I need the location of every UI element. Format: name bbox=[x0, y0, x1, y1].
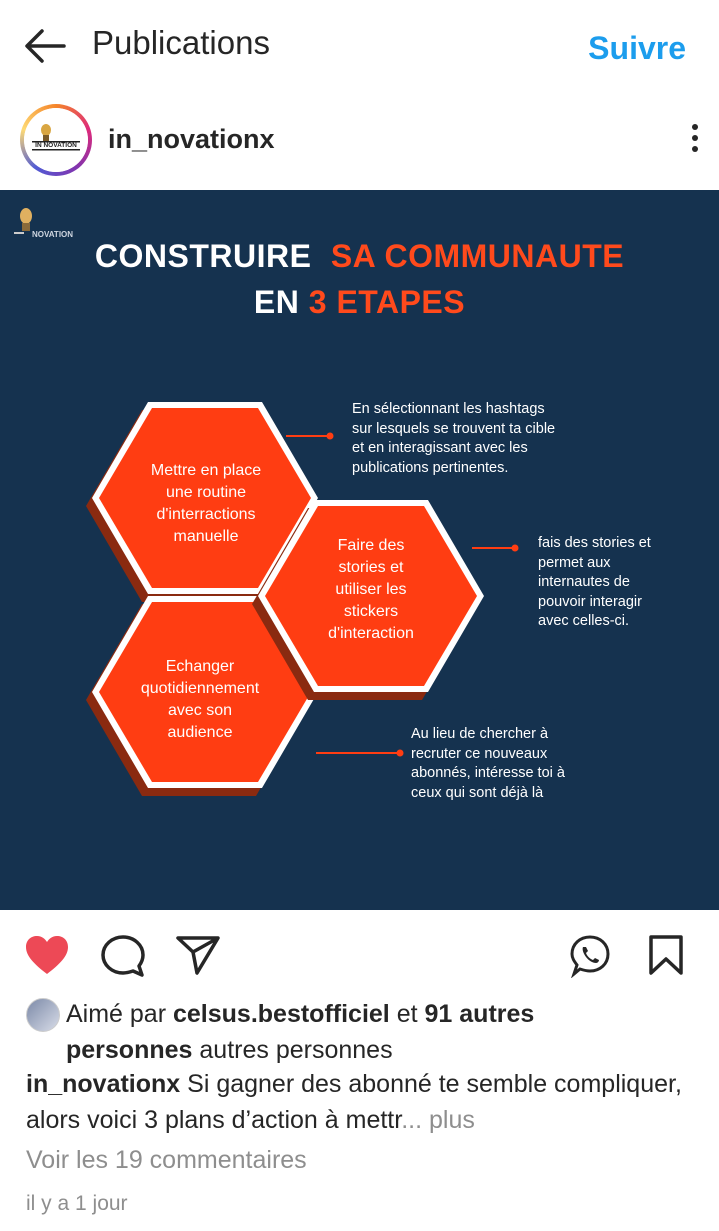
more-options-icon[interactable] bbox=[685, 124, 705, 158]
text-line: abonnés, intéresse toi à bbox=[411, 765, 565, 781]
text-line: audience bbox=[167, 724, 233, 741]
step-3-title bbox=[120, 656, 280, 744]
likes-count[interactable]: 91 autres bbox=[424, 1000, 535, 1028]
headline-part: CONSTRUIRE bbox=[94, 238, 312, 274]
text-line: et en interagissant avec les bbox=[352, 440, 528, 456]
likes-middle: et bbox=[396, 1000, 418, 1028]
post-caption bbox=[26, 1066, 706, 1138]
text-line: internautes de bbox=[538, 574, 630, 590]
text-line: manuelle bbox=[173, 528, 239, 545]
connector-2-dot bbox=[512, 545, 519, 552]
text-line: stories et bbox=[338, 559, 404, 576]
view-comments-link[interactable]: Voir les 19 commentaires bbox=[26, 1146, 307, 1174]
connector-1-dot bbox=[327, 433, 334, 440]
text-line: d'interractions bbox=[156, 506, 256, 523]
text-line: sur lesquels se trouvent ta cible bbox=[352, 420, 556, 437]
comment-icon[interactable] bbox=[101, 934, 145, 978]
back-arrow-icon[interactable] bbox=[22, 26, 68, 66]
whatsapp-icon[interactable] bbox=[568, 934, 612, 978]
caption-text: Si gagner des abonné te semble compliquer, alors voici 3 plans d’action à mettr bbox=[26, 1070, 682, 1134]
step-1-title bbox=[126, 460, 286, 548]
post-header bbox=[0, 96, 719, 186]
text-line: permet aux bbox=[538, 554, 611, 571]
post-image[interactable] bbox=[0, 190, 719, 910]
step-2-title bbox=[291, 535, 451, 645]
top-bar bbox=[0, 0, 719, 92]
text-line: avec son bbox=[167, 702, 233, 719]
liker-avatar[interactable] bbox=[26, 998, 60, 1032]
share-icon[interactable] bbox=[175, 934, 221, 976]
follow-button[interactable]: Suivre bbox=[588, 30, 686, 66]
avatar[interactable] bbox=[20, 104, 92, 176]
text-line: pouvoir interagir bbox=[538, 593, 642, 610]
text-line: Echanger bbox=[165, 658, 235, 675]
heart-icon[interactable] bbox=[24, 934, 70, 976]
headline-part: EN bbox=[253, 284, 300, 320]
headline-part: SA COMMUNAUTE bbox=[330, 238, 625, 274]
profile-username[interactable]: in_novationx bbox=[108, 124, 275, 154]
step-3-description bbox=[411, 725, 631, 803]
bookmark-icon[interactable] bbox=[648, 934, 684, 976]
text-line: quotidiennement bbox=[140, 680, 260, 697]
text-line: Mettre en place bbox=[150, 462, 262, 479]
likes-count-2[interactable]: personnes bbox=[66, 1036, 193, 1064]
text-line: Faire des bbox=[337, 537, 405, 554]
text-line: une routine bbox=[165, 484, 247, 501]
text-line: Au lieu de chercher à bbox=[411, 726, 549, 742]
text-line: stickers bbox=[343, 603, 399, 620]
likes-suffix: autres personnes bbox=[199, 1036, 393, 1064]
liker-username[interactable]: celsus.bestofficiel bbox=[173, 1000, 390, 1028]
avatar-logo-text: IN NOVATION bbox=[35, 142, 77, 149]
headline-part: 3 ETAPES bbox=[308, 284, 466, 320]
text-line: ceux qui sont déjà là bbox=[411, 784, 544, 801]
text-line: fais des stories et bbox=[538, 535, 651, 551]
caption-more-link[interactable]: plus bbox=[428, 1106, 475, 1134]
page-title: Publications bbox=[92, 24, 270, 61]
action-bar bbox=[0, 916, 719, 996]
text-line: En sélectionnant les hashtags bbox=[352, 401, 545, 417]
step-1-description bbox=[352, 400, 602, 478]
caption-username[interactable]: in_novationx bbox=[26, 1070, 181, 1098]
likes-prefix: Aimé par bbox=[66, 1000, 167, 1028]
text-line: recruter ce nouveaux bbox=[411, 745, 548, 762]
caption-ellipsis: ... bbox=[401, 1106, 423, 1134]
step-2-description bbox=[538, 534, 708, 632]
text-line: avec celles-ci. bbox=[538, 613, 630, 629]
connector-3-dot bbox=[397, 750, 404, 757]
avatar-image bbox=[24, 108, 88, 172]
text-line: publications pertinentes. bbox=[352, 459, 509, 476]
text-line: d'interaction bbox=[328, 625, 414, 642]
text-line: utiliser les bbox=[335, 581, 407, 598]
likes-text[interactable] bbox=[66, 996, 696, 1068]
brand-text: NOVATION bbox=[32, 230, 74, 239]
post-timestamp: il y a 1 jour bbox=[26, 1192, 128, 1215]
